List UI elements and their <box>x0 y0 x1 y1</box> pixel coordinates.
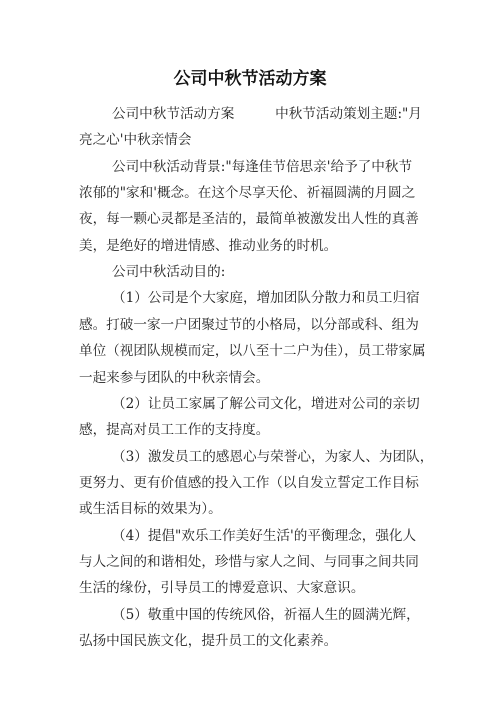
paragraph-line: 弘扬中国民族文化，提升员工的文化素养。 <box>79 633 338 649</box>
paragraph-line: 与人之间的和谐相处，珍惜与家人之间、与同事之间共同 <box>79 554 419 570</box>
paragraph-line: 单位（视团队规模而定，以八至十二户为佳），员工带家属 <box>79 343 426 359</box>
paragraph-line: 更努力、更有价值感的投入工作（以自发立誓定工作目标 <box>79 475 419 491</box>
paragraph-line: （5）敬重中国的传统风俗，祈福人生的圆满光辉， <box>112 607 420 623</box>
paragraph-line: 美，是绝好的增进情感、推动业务的时机。 <box>79 238 338 254</box>
paragraph-line: 一起来参与团队的中秋亲情会。 <box>79 370 270 386</box>
paragraph-line: 或生活目标的效果为）。 <box>79 501 222 517</box>
paragraph-line: 公司中秋活动背景:"每逢佳节倍思亲'给予了中秋节 <box>112 159 413 175</box>
paragraph-line: 亮之心'中秋亲情会 <box>79 132 192 148</box>
document-title: 公司中秋节活动方案 <box>173 69 327 89</box>
paragraph-line: （1）公司是个大家庭，增加团队分散力和员工归宿 <box>112 290 420 306</box>
paragraph-line: 公司中秋活动目的: <box>112 264 226 280</box>
paragraph-line: 感。打破一家一户团聚过节的小格局，以分部或科、组为 <box>79 317 419 333</box>
paragraph-line: （2）让员工家属了解公司文化，增进对公司的亲切 <box>112 396 420 412</box>
paragraph-line: 浓郁的"家和'概念。在这个尽享天伦、祈福圆满的月圆之 <box>79 185 416 201</box>
paragraph-line: 感，提高对员工工作的支持度。 <box>79 422 270 438</box>
paragraph-line: 生活的缘份，引导员工的博爱意识、大家意识。 <box>79 580 365 596</box>
paragraph-line: 夜，每一颗心灵都是圣洁的，最简单被激发出人性的真善 <box>79 211 419 227</box>
paragraph-line: 公司中秋节活动方案 中秋节活动策划主题:"月 <box>112 106 422 122</box>
paragraph-line: （3）激发员工的感恩心与荣誉心，为家人、为团队， <box>112 449 434 465</box>
paragraph-line: （4）提倡"欢乐工作美好生活'的平衡理念，强化人 <box>112 528 417 544</box>
